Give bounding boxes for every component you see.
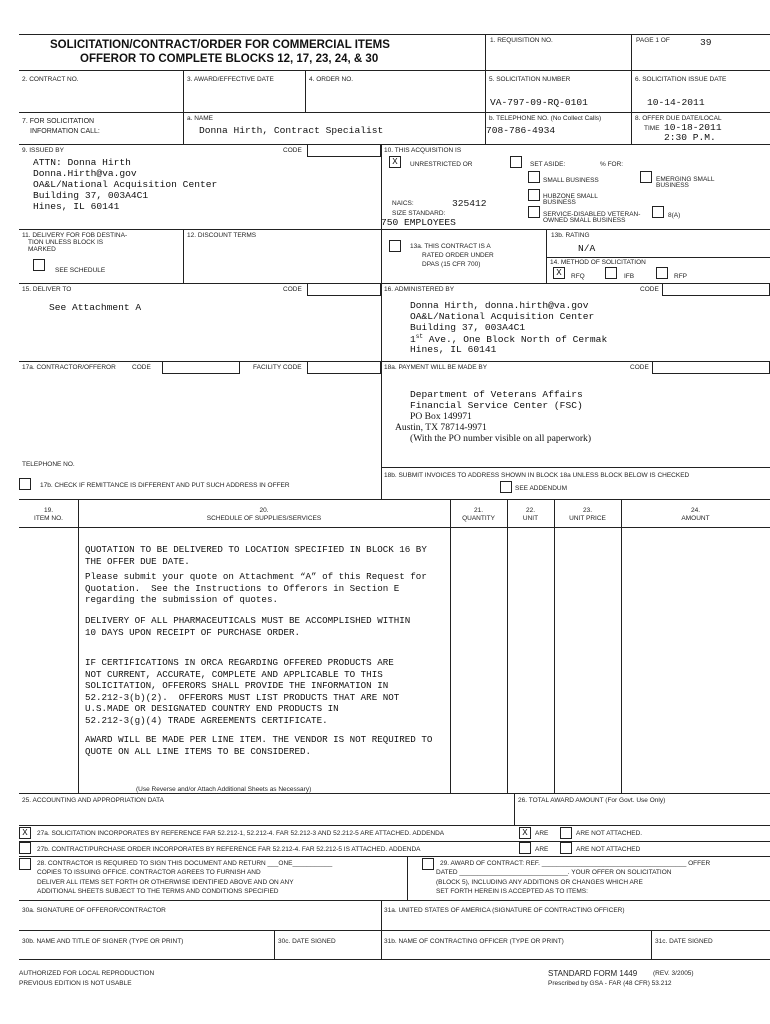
- rfp-checkbox[interactable]: [656, 267, 668, 279]
- clause-27b-label: 27b. CONTRACT/PURCHASE ORDER INCORPORATES BY REFERENCE FAR 52.212-4. FAR 52.212-5 IS ATTACHED. ADDENDA: [37, 846, 421, 853]
- phone-label: b. TELEPHONE NO. (No Collect Calls): [489, 115, 602, 122]
- clause-29-text: DATED ______________________________. YOUR OFFER ON SOLICITATION: [436, 869, 672, 876]
- payment-line: Department of Veterans Affairs: [410, 389, 583, 400]
- pct-for-label: % FOR:: [600, 161, 624, 168]
- invoice-label: 18b. SUBMIT INVOICES TO ADDRESS SHOWN IN BLOCK 18a UNLESS BLOCK BELOW IS CHECKED: [384, 472, 690, 479]
- deliver-to-code-label: CODE: [283, 286, 302, 293]
- facility-code-label: FACILITY CODE: [253, 364, 302, 371]
- footer-revision: (REV. 3/2005): [653, 970, 694, 977]
- rating-value: N/A: [578, 243, 596, 254]
- payment-line: Austin, TX 78714-9971: [395, 422, 487, 433]
- clause-27b-checkbox[interactable]: [19, 842, 31, 854]
- hubzone-checkbox[interactable]: [528, 189, 540, 201]
- issued-by-code-label: CODE: [283, 147, 302, 154]
- clause-29-checkbox[interactable]: [422, 858, 434, 870]
- col-quantity-header: QUANTITY: [462, 515, 495, 522]
- emerging-small-label: EMERGING SMALL: [656, 176, 715, 183]
- hubzone-label: HUBZONE SMALL: [543, 193, 598, 200]
- contact-phone: 708-786-4934: [486, 125, 556, 136]
- issued-by-line: OA&L/National Acquisition Center: [33, 179, 218, 190]
- delivery-fob-label-2: TION UNLESS BLOCK IS: [28, 239, 104, 246]
- set-aside-label: SET ASIDE:: [530, 161, 566, 168]
- issued-by-line: ATTN: Donna Hirth: [33, 157, 131, 168]
- col-unit-price-num: 23.: [582, 507, 593, 514]
- clause-29-text: (BLOCK 5), INCLUDING ANY ADDITIONS OR CHANGES WHICH ARE: [436, 879, 643, 886]
- see-addendum-checkbox[interactable]: [500, 481, 512, 493]
- contractor-code-label: CODE: [132, 364, 151, 371]
- issued-by-code-box[interactable]: [307, 144, 381, 157]
- rated-order-label-2: RATED ORDER UNDER: [422, 252, 494, 259]
- deliver-to-label: 15. DELIVER TO: [22, 286, 72, 293]
- reverse-note: (Use Reverse and/or Attach Additional Sheets as Necessary): [136, 786, 312, 793]
- contract-no-label: 2. CONTRACT NO.: [22, 76, 79, 83]
- time-label: TIME: [644, 125, 660, 132]
- schedule-paragraph: Please submit your quote on Attachment “A” of this Request for Quotation. See the Instructions to Offerors in Section E regarding the submission of quotes.: [85, 571, 427, 605]
- sdvosb-checkbox[interactable]: [528, 206, 540, 218]
- deliver-to-value: See Attachment A: [49, 302, 142, 313]
- clause-27b-are-not-label: ARE NOT ATTACHED: [576, 846, 641, 853]
- due-time: 2:30 P.M.: [664, 132, 716, 143]
- administered-by-line: Building 37, 003A4C1: [410, 322, 526, 333]
- col-amount-header: AMOUNT: [681, 515, 710, 522]
- col-amount-num: 24.: [690, 507, 701, 514]
- order-no-label: 4. ORDER NO.: [309, 76, 354, 83]
- method-label: 14. METHOD OF SOLICITATION: [550, 259, 646, 266]
- col-unit-num: 22.: [525, 507, 536, 514]
- deliver-to-code-box[interactable]: [307, 283, 381, 296]
- schedule-paragraph: IF CERTIFICATIONS IN ORCA REGARDING OFFERED PRODUCTS ARE NOT CURRENT, ACCURATE, COMPLETE AND APPLICABLE TO THIS SOLICITATION, OFFERORS SHALL PROVIDE THE INFORMATION IN 52.212-3(b)(2). OFFERORS MUST LIST PRODUCTS THAT ARE NOT U.S.MADE OR DESIGNATED COUNTRY END PRODUCTS IN 52.212-3(g)(4) TRADE AGREEMENTS CERTIFICATE.: [85, 657, 400, 726]
- clause-27a-are-not-label: ARE NOT ATTACHED.: [576, 830, 643, 837]
- rfq-label: RFQ: [571, 273, 585, 280]
- administered-by-line: 1st Ave., One Block North of Cermak: [410, 333, 608, 346]
- requisition-label: 1. REQUISITION NO.: [490, 37, 553, 44]
- unrestricted-checkbox[interactable]: X: [389, 156, 401, 168]
- col-schedule-num: 20.: [259, 507, 269, 514]
- clause-27b-are-not-checkbox[interactable]: [560, 842, 572, 854]
- administered-by-line: Hines, IL 60141: [410, 344, 497, 355]
- clause-27a-are-not-checkbox[interactable]: [560, 827, 572, 839]
- hubzone-label-2: BUSINESS: [543, 199, 576, 206]
- acquisition-label: 10. THIS ACQUISITION IS: [384, 147, 462, 154]
- signature-officer-label: 31a. UNITED STATES OF AMERICA (SIGNATURE OF CONTRACTING OFFICER): [384, 907, 625, 914]
- info-call-label: 7. FOR SOLICITATION: [22, 118, 95, 125]
- due-date-label: 8. OFFER DUE DATE/LOCAL: [635, 115, 722, 122]
- administered-by-label: 16. ADMINISTERED BY: [384, 286, 455, 293]
- payment-label: 18a. PAYMENT WILL BE MADE BY: [384, 364, 488, 371]
- schedule-paragraph: QUOTATION TO BE DELIVERED TO LOCATION SPECIFIED IN BLOCK 16 BY THE OFFER DUE DATE.: [85, 544, 427, 567]
- col-item-header: ITEM NO.: [34, 515, 63, 522]
- ifb-label: IFB: [624, 273, 635, 280]
- emerging-small-label-2: BUSINESS: [656, 182, 689, 189]
- info-call-label-2: INFORMATION CALL:: [30, 128, 100, 135]
- size-standard-label: SIZE STANDARD:: [392, 210, 446, 217]
- issue-date: 10-14-2011: [647, 97, 705, 108]
- form-subtitle: OFFEROR TO COMPLETE BLOCKS 12, 17, 23, 24, & 30: [80, 53, 379, 65]
- rfq-checkbox[interactable]: X: [553, 267, 565, 279]
- footer-reproduction: AUTHORIZED FOR LOCAL REPRODUCTION: [19, 970, 155, 977]
- sdvosb-label-2: OWNED SMALL BUSINESS: [543, 217, 626, 224]
- officer-name-label: 31b. NAME OF CONTRACTING OFFICER (TYPE OR PRINT): [384, 938, 564, 945]
- page-total: 39: [700, 37, 712, 48]
- total-award-label: 26. TOTAL AWARD AMOUNT (For Govt. Use Only): [518, 797, 666, 804]
- signer-name-label: 30b. NAME AND TITLE OF SIGNER (TYPE OR PRINT): [22, 938, 184, 945]
- delivery-fob-label: 11. DELIVERY FOR FOB DESTINA-: [22, 232, 128, 239]
- clause-29-text: 29. AWARD OF CONTRACT: REF. ________________________________________ OFFER: [440, 860, 711, 867]
- issue-date-label: 6. SOLICITATION ISSUE DATE: [635, 76, 727, 83]
- unrestricted-label: UNRESTRICTED OR: [410, 161, 473, 168]
- issued-by-line: Building 37, 003A4C1: [33, 190, 149, 201]
- accounting-label: 25. ACCOUNTING AND APPROPRIATION DATA: [22, 797, 164, 804]
- payment-line: Financial Service Center (FSC): [410, 400, 583, 411]
- rated-order-label: 13a. THIS CONTRACT IS A: [410, 243, 491, 250]
- clause-27b-are-label: ARE: [535, 846, 549, 853]
- payment-note: (With the PO number visible on all paperwork): [410, 433, 592, 444]
- col-item-num: 19.: [43, 507, 54, 514]
- see-schedule-checkbox[interactable]: [33, 259, 45, 271]
- signer-date-label: 30c. DATE SIGNED: [278, 938, 336, 945]
- see-schedule-label: SEE SCHEDULE: [55, 267, 106, 274]
- small-business-label: SMALL BUSINESS: [543, 177, 599, 184]
- schedule-paragraph: DELIVERY OF ALL PHARMACEUTICALS MUST BE ACCOMPLISHED WITHIN 10 DAYS UPON RECEIPT OF PURCHASE ORDER.: [85, 615, 411, 638]
- name-label: a. NAME: [187, 115, 214, 122]
- footer-prescribed: Prescribed by GSA - FAR (48 CFR) 53.212: [548, 980, 672, 987]
- payment-code-label: CODE: [630, 364, 649, 371]
- schedule-paragraph: AWARD WILL BE MADE PER LINE ITEM. THE VENDOR IS NOT REQUIRED TO QUOTE ON ALL LINE ITEMS TO BE CONSIDERED.: [85, 734, 433, 757]
- administered-by-code-box[interactable]: [662, 283, 770, 296]
- small-business-checkbox[interactable]: [528, 171, 540, 183]
- payment-line: PO Box 149971: [410, 411, 472, 422]
- page-label: PAGE 1 OF: [636, 37, 670, 44]
- col-quantity-num: 21.: [473, 507, 484, 514]
- clause-27a-label: 27a. SOLICITATION INCORPORATES BY REFERENCE FAR 52.212-1, 52.212-4. FAR 52.212-3 AND 52.212-5 ARE ATTACHED. ADDENDA: [37, 830, 445, 837]
- see-addendum-label: SEE ADDENDUM: [515, 485, 568, 492]
- clause-27a-are-checkbox[interactable]: X: [519, 827, 531, 839]
- rating-label: 13b. RATING: [551, 232, 590, 239]
- eight-a-label: 8(A): [668, 212, 681, 219]
- sdvosb-label: SERVICE-DISABLED VETERAN-: [543, 211, 641, 218]
- issued-by-line: Hines, IL 60141: [33, 201, 120, 212]
- form-title: SOLICITATION/CONTRACT/ORDER FOR COMMERCIAL ITEMS: [50, 39, 390, 51]
- delivery-fob-label-3: MARKED: [28, 246, 56, 253]
- due-date: 10-18-2011: [664, 122, 722, 133]
- rated-order-label-3: DPAS (15 CFR 700): [422, 261, 481, 268]
- col-unit-price-header: UNIT PRICE: [569, 515, 606, 522]
- clause-29-text: SET FORTH HEREIN IS ACCEPTED AS TO ITEMS:: [436, 888, 588, 895]
- solicitation-no: VA-797-09-RQ-0101: [490, 97, 588, 108]
- clause-28-text: 28. CONTRACTOR IS REQUIRED TO SIGN THIS DOCUMENT AND RETURN ___ONE___________: [37, 860, 333, 867]
- clause-28-text: DELIVER ALL ITEMS SET FORTH OR OTHERWISE IDENTIFIED ABOVE AND ON ANY: [37, 879, 294, 886]
- contact-name: Donna Hirth, Contract Specialist: [199, 125, 384, 136]
- facility-code-box[interactable]: [307, 361, 381, 374]
- rated-order-checkbox[interactable]: [389, 240, 401, 252]
- telephone-label: TELEPHONE NO.: [22, 461, 75, 468]
- award-date-label: 3. AWARD/EFFECTIVE DATE: [187, 76, 274, 83]
- contractor-label: 17a. CONTRACTOR/OFFEROR: [22, 364, 116, 371]
- issued-by-line: Donna.Hirth@va.gov: [33, 168, 137, 179]
- signature-offeror-label: 30a. SIGNATURE OF OFFEROR/CONTRACTOR: [22, 907, 166, 914]
- contractor-code-box[interactable]: [162, 361, 240, 374]
- emerging-small-checkbox[interactable]: [640, 171, 652, 183]
- col-schedule-header: SCHEDULE OF SUPPLIES/SERVICES: [206, 515, 322, 522]
- clause-27a-checkbox[interactable]: X: [19, 827, 31, 839]
- eight-a-checkbox[interactable]: [652, 206, 664, 218]
- issued-by-label: 9. ISSUED BY: [22, 147, 64, 154]
- footer-edition: PREVIOUS EDITION IS NOT USABLE: [19, 980, 132, 987]
- naics-value: 325412: [452, 198, 487, 209]
- naics-label: NAICS:: [392, 200, 414, 207]
- administered-by-line: OA&L/National Acquisition Center: [410, 311, 595, 322]
- rfp-label: RFP: [674, 273, 687, 280]
- footer-form-name: STANDARD FORM 1449: [548, 969, 638, 978]
- ifb-checkbox[interactable]: [605, 267, 617, 279]
- clause-28-text: COPIES TO ISSUING OFFICE. CONTRACTOR AGREES TO FURNISH AND: [37, 869, 261, 876]
- discount-terms-label: 12. DISCOUNT TERMS: [187, 232, 257, 239]
- administered-by-line: Donna Hirth, donna.hirth@va.gov: [410, 300, 589, 311]
- clause-28-text: ADDITIONAL SHEETS SUBJECT TO THE TERMS AND CONDITIONS SPECIFIED: [37, 888, 279, 895]
- remittance-label: 17b. CHECK IF REMITTANCE IS DIFFERENT AND PUT SUCH ADDRESS IN OFFER: [40, 482, 290, 489]
- administered-by-code-label: CODE: [640, 286, 659, 293]
- payment-code-box[interactable]: [652, 361, 770, 374]
- col-unit-header: UNIT: [522, 515, 539, 522]
- set-aside-checkbox[interactable]: [510, 156, 522, 168]
- solicitation-no-label: 5. SOLICITATION NUMBER: [489, 76, 571, 83]
- remittance-checkbox[interactable]: [19, 478, 31, 490]
- clause-27a-are-label: ARE: [535, 830, 549, 837]
- clause-27b-are-checkbox[interactable]: [519, 842, 531, 854]
- size-standard-value: 750 EMPLOYEES: [381, 217, 456, 228]
- clause-28-checkbox[interactable]: [19, 858, 31, 870]
- officer-date-label: 31c. DATE SIGNED: [655, 938, 713, 945]
